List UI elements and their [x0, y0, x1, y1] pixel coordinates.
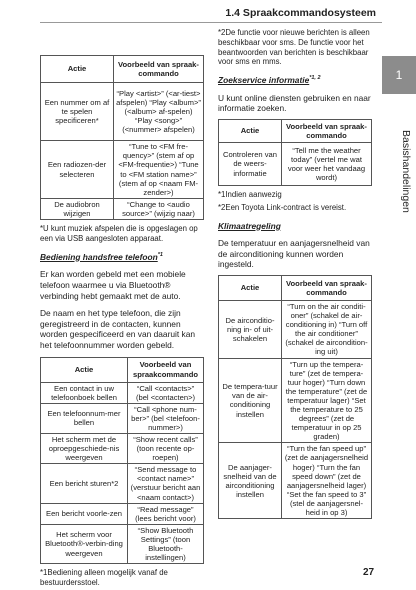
music-radio-table [40, 55, 204, 220]
heading-text: Zoekservice informatie [218, 75, 310, 86]
table-cell: Een nummer om af te spelen specificeren* [41, 83, 114, 141]
page-header-title: 1.4 Spraakcommandosysteem [225, 7, 376, 19]
table-header: Voorbeeld van spraak-commando [282, 275, 372, 300]
table-header: Actie [219, 275, 282, 300]
table-cell: Controleren van de weers-informatie [219, 142, 282, 185]
table-header: Actie [41, 357, 128, 382]
table-cell: “Call <phone num-ber>” (bel <telefoon-nummer>) [128, 403, 204, 433]
table-header: Voorbeeld van spraak-commando [282, 119, 372, 142]
table-cell: Een bericht sturen*2 [41, 464, 128, 503]
table-cell: De tempera-tuur van de air-conditioning instellen [219, 358, 282, 443]
table-cell: “Turn the fan speed up” (zet de aanjagersnelheid hoger) “Turn the fan speed down” (zet de aanjagersnelheid lager) “Set the fan speed to 3” (stel de aanjagersnel-heid in op 3) [282, 443, 372, 519]
heading-text: Bediening handsfree telefoon [40, 251, 158, 262]
footnote: *1Indien aanwezig [218, 189, 282, 199]
page-number: 27 [363, 567, 375, 578]
footnote-ref: *1, 2 [309, 75, 321, 82]
table-cell: “Tell me the weather today” (vertel me wat voor weer het vandaag wordt) [282, 142, 372, 185]
chapter-tab: 1 [382, 56, 416, 94]
table-cell: “Play <artist>” (<ar-tiest> afspelen) “Play <album>” (<album> af-spelen) “Play <song>” (<nummer> afspelen) [114, 83, 204, 141]
table-cell: De aanjager-snelheid van de airconditioning instellen [219, 443, 282, 519]
footnote: *2Een Toyota Link-contract is vereist. [218, 202, 347, 212]
table-cell: “Turn on the air conditi-oner” (schakel de air-conditioning in) “Turn off the air conditioner” (schakel de aircondition-ing uit) [282, 300, 372, 358]
table-cell: “Read message” (lees bericht voor) [128, 503, 204, 524]
table-cell: “Show Bluetooth Settings” (toon Bluetooth-instellingen) [128, 524, 204, 563]
section-side-label: Basishandelingen [400, 130, 412, 213]
table-header: Voorbeeld van spraakcommando [128, 357, 204, 382]
section-heading [40, 252, 204, 263]
footnote: *1Bediening alleen mogelijk vanaf de bestuurdersstoel. [40, 568, 168, 588]
table-cell: “Turn up the tempera-ture” (zet de tempera-tuur hoger) “Turn down the temperature” (zet de temperatuur lager) “Set the temperature to 25 degrees” (zet de temperatuur in op 25 graden) [282, 358, 372, 443]
paragraph: De naam en het type telefoon, die zijn geregistreerd in de contacten, kunnen worden gespecificeerd en van daaruit kan het telefoonnummer worden gebeld. [40, 308, 196, 350]
paragraph: U kunt online diensten gebruiken en naar informatie zoeken. [218, 92, 371, 114]
phone-table [40, 357, 204, 565]
footnote: *U kunt muziek afspelen die is opgeslagen op een via USB aangesloten apparaat. [40, 224, 198, 243]
paragraph: Er kan worden gebeld met een mobiele telefoon waarmee u via Bluetooth® verbinding hebt gemaakt met de auto. [40, 269, 186, 301]
table-cell: Het scherm met de oproepgeschiede-nis weergeven [41, 434, 128, 464]
header-rule [40, 22, 382, 23]
table-header: Actie [41, 56, 114, 83]
table-header: Voorbeeld van spraak-commando [114, 56, 204, 83]
section-heading [218, 221, 372, 232]
climate-table [218, 275, 372, 519]
table-cell: De audiobron wijzigen [41, 199, 114, 220]
table-cell: Een radiozen-der selecteren [41, 141, 114, 199]
table-cell: “Send message to <contact name>” (verstuur bericht aan <naam contact>) [128, 464, 204, 503]
table-cell: “Call <contacts>” (bel <contacten>) [128, 382, 204, 403]
table-cell: De airconditio-ning in- of uit-schakelen [219, 300, 282, 358]
footnote-ref: *1 [157, 251, 163, 258]
table-cell: Een telefoonnum-mer bellen [41, 403, 128, 433]
left-column [40, 28, 204, 588]
table-cell: “Show recent calls” (toon recente op-roepen) [128, 434, 204, 464]
right-column [218, 28, 372, 519]
footnote: *2De functie voor nieuwe berichten is alleen beschikbaar voor sms. De functie voor het beantwoorden van berichten is beschikbaar voor sms en mms. [218, 28, 370, 67]
info-table [218, 119, 372, 186]
section-heading [218, 75, 372, 86]
table-cell: Een contact in uw telefoonboek bellen [41, 382, 128, 403]
paragraph: De temperatuur en aanjagersnelheid van de airconditioning kunnen worden ingesteld. [218, 238, 370, 270]
table-header: Actie [219, 119, 282, 142]
table-cell: Een bericht voorle-zen [41, 503, 128, 524]
table-cell: “Tune to <FM fre-quency>” (stem af op <FM-frequentie>) “Tune to <FM station name>” (stem af op <naam FM-zender>) [114, 141, 204, 199]
table-cell: “Change to <audio source>” (wijzig naar) [114, 199, 204, 220]
heading-text: Klimaatregeling [218, 220, 281, 231]
table-cell: Het scherm voor Bluetooth®-verbin-ding weergeven [41, 524, 128, 563]
